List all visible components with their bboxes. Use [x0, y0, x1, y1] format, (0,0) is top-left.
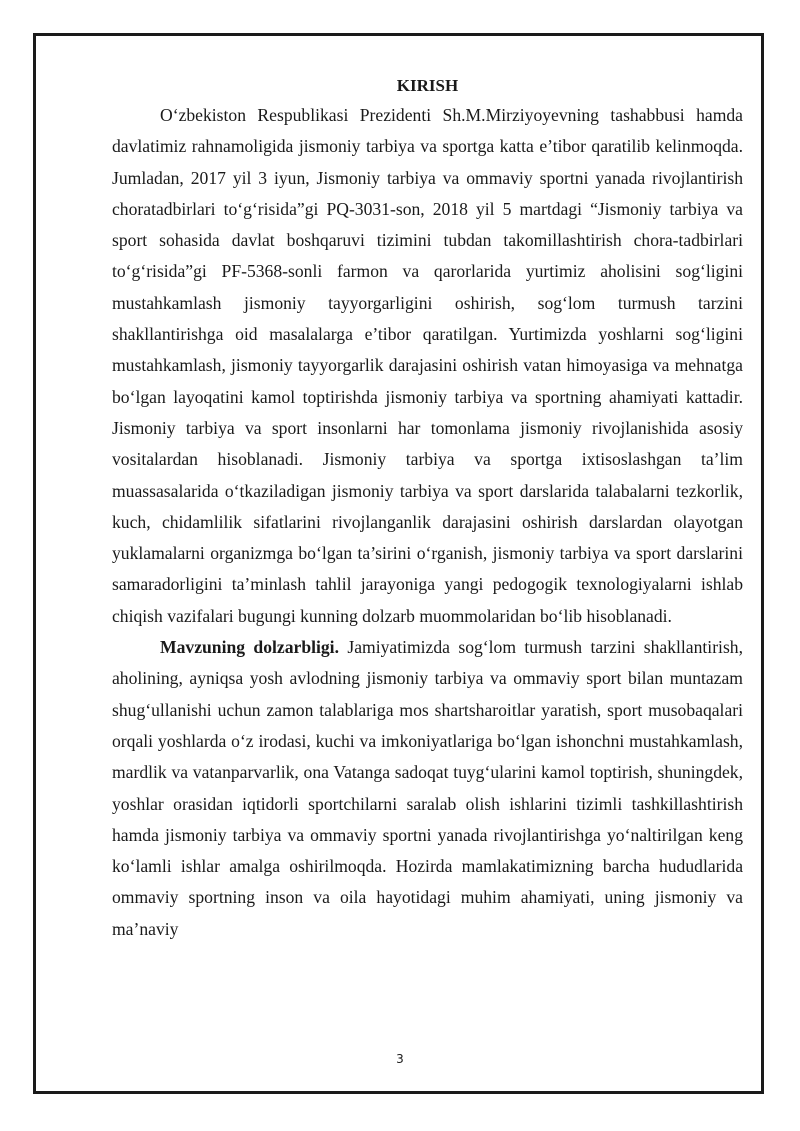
relevance-text: Jamiyatimizda sog‘lom turmush tarzini shakllantirish, aholining, ayniqsa yosh avlodning jismoniy tarbiya va ommaviy sport bilan muntazam shug‘ullanishi uchun zamon talablariga mos shartsharoitlar yaratish, sport musobaqalari orqali yoshlarda o‘z irodasi, kuchi va imkoniyatlariga bo‘lgan ishonchni mustahkamlash, mardlik va vatanparvarlik, ona Vatanga sadoqat tuyg‘ularini kamol toptirish, shuningdek, yoshlar orasidan iqtidorli sportchilarni saralab olish ishlarini tizimli tashkillashtirish hamda jismoniy tarbiya va ommaviy sportni yanada rivojlantirishga yo‘naltirilgan keng ko‘lamli ishlar amalga oshirilmoqda. Hozirda mamlakatimizning barcha hududlarida ommaviy sportning inson va oila hayotidagi muhim ahamiyati, uning jismoniy va ma’naviy: [112, 637, 743, 939]
document-body: [112, 74, 743, 945]
relevance-heading: Mavzuning dolzarbligi.: [160, 637, 339, 658]
page-number: 3: [396, 1052, 404, 1066]
section-title: KIRISH: [396, 76, 459, 95]
intro-paragraph: O‘zbekiston Respublikasi Prezidenti Sh.M.Mirziyoyevning tashabbusi hamda davlatimiz rahnamoligida jismoniy tarbiya va sportga katta e’tibor qaratilib kelinmoqda. Jumladan, 2017 yil 3 iyun, Jismoniy tarbiya va ommaviy sportni yanada rivojlantirish choratadbirlari to‘g‘risida”gi PQ-3031-son, 2018 yil 5 martdagi “Jismoniy tarbiya va sport sohasida davlat boshqaruvi tizimini tubdan takomillashtirish chora-tadbirlari to‘g‘risida”gi PF-5368-sonli farmon va qarorlarida yurtimiz aholisini sog‘ligini mustahkamlash jismoniy tayyorgarligini oshirish, sog‘lom turmush tarzini shakllantirishga oid masalalarga e’tibor qaratilgan. Yurtimizda yoshlarni sog‘ligini mustahkamlash, jismoniy tayyorgarlik darajasini oshirish vatan himoyasiga va mehnatga bo‘lgan layoqatini kamol toptirishda jismoniy tarbiya va sportning ahamiyati kattadir. Jismoniy tarbiya va sport insonlarni har tomonlama jismoniy rivojlanishida asosiy vositalardan hisoblanadi. Jismoniy tarbiya va sportga ixtisoslashgan ta’lim muassasalarida o‘tkaziladigan jismoniy tarbiya va sport darslarida talabalarni tezkorlik, kuch, chidamlilik sifatlarini rivojlanganlik darajasini oshirish darslardan olayotgan yuklamalarni organizmga bo‘lgan ta’sirini o‘rganish, jismoniy tarbiya va sport darslarini samaradorligini ta’minlash tahlil jarayoniga yangi pedogogik texnologiyalarni ishlab chiqish vazifalari bugungi kunning dolzarb muommolaridan bo‘lib hisoblanadi.: [112, 105, 743, 626]
relevance-paragraph: [112, 632, 743, 945]
